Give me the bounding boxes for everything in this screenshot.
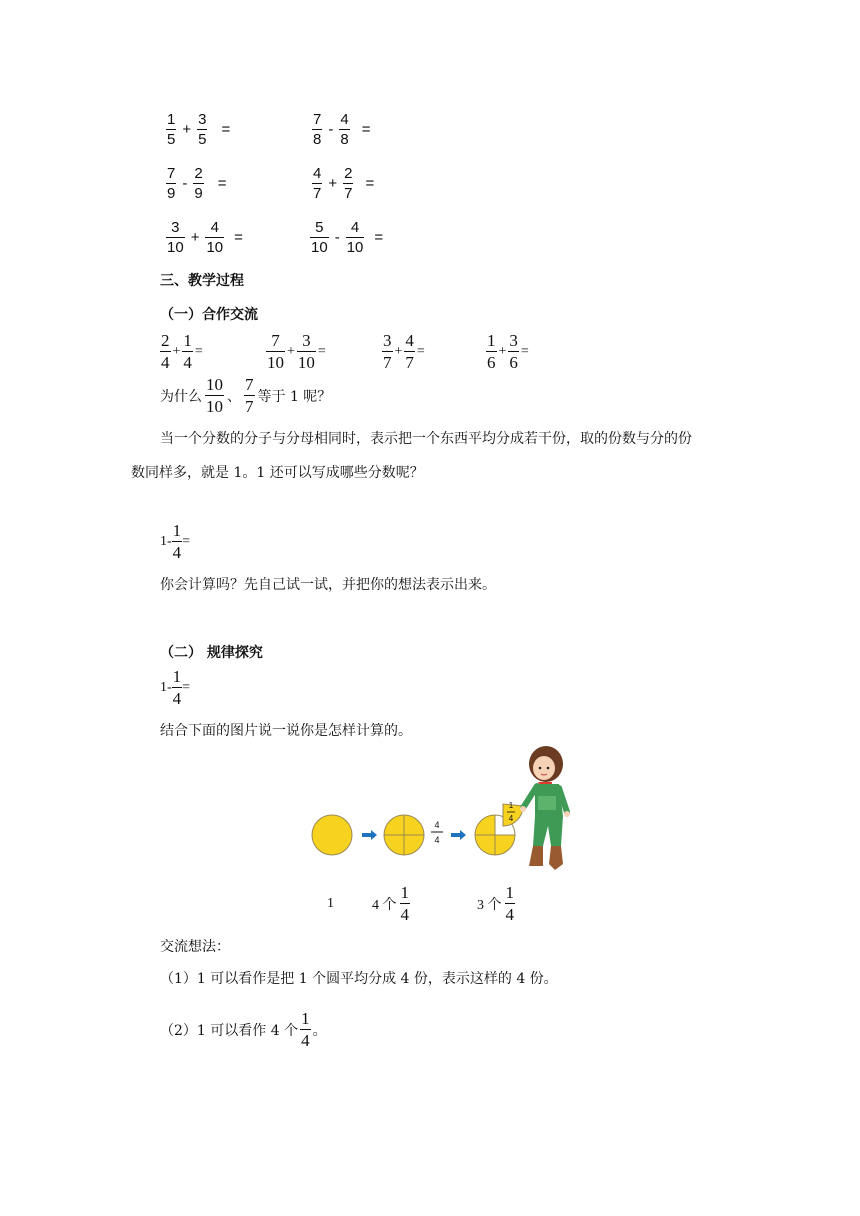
fraction: $\frac{7}{8}$ bbox=[313, 111, 322, 148]
fraction: $\frac{1}{4}$ bbox=[183, 331, 192, 372]
subtraction-expression-1: 1- $\frac{1}{4}$ = bbox=[160, 521, 191, 562]
part1-problem-2 bbox=[266, 332, 328, 371]
explanation-line-1: 当一个分数的分子与分母相同时，表示把一个东西平均分成若干份，取的份数与分的份 bbox=[160, 431, 692, 447]
equals-sign: = bbox=[361, 121, 371, 138]
why-question: 为什么 $\frac{10}{10}$ 、 $\frac{7}{7}$ 等于 1 呢？ bbox=[160, 375, 332, 416]
fraction: $\frac{2}{7}$ bbox=[344, 165, 353, 202]
fraction: $\frac{1}{6}$ bbox=[487, 331, 496, 372]
operator: - bbox=[328, 121, 334, 138]
operator: + bbox=[190, 229, 200, 246]
explanation-line-2: 数同样多，就是 1。1 还可以写成哪些分数呢？ bbox=[131, 465, 424, 481]
part2-heading: （二） 规律探究 bbox=[160, 645, 263, 661]
fraction: $\frac{5}{10}$ bbox=[311, 219, 328, 256]
removed-quarter-piece bbox=[503, 801, 523, 826]
equals-sign: = bbox=[365, 175, 375, 192]
equals-sign: = bbox=[217, 175, 227, 192]
idea-2: （2）1 可以看作 4 个 $\frac{1}{4}$ 。 bbox=[160, 1009, 327, 1050]
part1-problem-4 bbox=[486, 332, 531, 371]
arrow-right-icon bbox=[451, 830, 466, 840]
fraction: $\frac{4}{8}$ bbox=[340, 111, 349, 148]
fraction-circles-figure bbox=[305, 742, 595, 884]
mid-fraction-numerator: 4 bbox=[434, 820, 440, 830]
fraction: $\frac{2}{4}$ bbox=[161, 331, 170, 372]
subtraction-expression-2: 1- $\frac{1}{4}$ = bbox=[160, 667, 191, 708]
caption-three-quarters: 3 个 $\frac{1}{4}$ bbox=[477, 883, 514, 924]
arrow-right-icon bbox=[362, 830, 377, 840]
operator: + bbox=[287, 343, 295, 359]
girl-illustration bbox=[520, 746, 570, 870]
warmup-expression-4 bbox=[312, 166, 380, 201]
caption-four-quarters: 4 个 $\frac{1}{4}$ bbox=[372, 883, 409, 924]
operator: + bbox=[498, 343, 507, 359]
fraction: $\frac{2}{9}$ bbox=[194, 165, 203, 202]
warmup-expression-6 bbox=[310, 220, 389, 255]
warmup-expression-5 bbox=[166, 220, 249, 255]
part1-heading: （一）合作交流 bbox=[160, 307, 258, 323]
warmup-expression-1 bbox=[166, 112, 236, 147]
fraction: $\frac{1}{4}$ bbox=[505, 883, 514, 924]
fraction: $\frac{1}{4}$ bbox=[400, 883, 409, 924]
warmup-expression-3 bbox=[166, 166, 232, 201]
fraction: $\frac{4}{10}$ bbox=[346, 219, 364, 256]
fraction: $\frac{4}{7}$ bbox=[313, 165, 322, 202]
warmup-expression-2 bbox=[312, 112, 376, 147]
caption-whole: 1 bbox=[327, 896, 334, 911]
operator: + bbox=[394, 343, 403, 359]
operator: + bbox=[328, 175, 338, 192]
operator: - bbox=[334, 229, 340, 246]
fraction: $\frac{3}{7}$ bbox=[383, 331, 392, 372]
fraction: $\frac{3}{10}$ bbox=[297, 331, 315, 372]
equals-sign: = bbox=[520, 343, 529, 359]
quartered-circle bbox=[384, 815, 424, 855]
fraction: $\frac{4}{7}$ bbox=[405, 331, 414, 372]
fraction: $\frac{1}{5}$ bbox=[167, 111, 176, 148]
fraction: $\frac{7}{7}$ bbox=[245, 375, 254, 416]
fraction: $\frac{7}{10}$ bbox=[267, 331, 284, 372]
mid-fraction-denominator: 4 bbox=[434, 835, 440, 845]
share-heading: 交流想法： bbox=[160, 939, 230, 955]
fraction: $\frac{1}{4}$ bbox=[172, 667, 182, 708]
fraction: $\frac{1}{4}$ bbox=[172, 521, 182, 562]
fraction: $\frac{3}{10}$ bbox=[167, 219, 184, 256]
picture-prompt: 结合下面的图片说一说你是怎样计算的。 bbox=[160, 723, 412, 739]
section-heading: 三、教学过程 bbox=[160, 273, 244, 289]
equals-sign: = bbox=[374, 229, 384, 246]
operator: - bbox=[182, 175, 188, 192]
equals-sign: = bbox=[221, 121, 231, 138]
equals-sign: = bbox=[416, 343, 425, 359]
equals-sign: = bbox=[194, 343, 203, 359]
equals-sign: = bbox=[234, 229, 243, 246]
fraction: $\frac{10}{10}$ bbox=[206, 375, 223, 416]
fraction: $\frac{7}{9}$ bbox=[167, 165, 176, 202]
part1-problem-1 bbox=[160, 332, 205, 371]
try-prompt: 你会计算吗？先自己试一试，并把你的想法表示出来。 bbox=[160, 577, 496, 593]
operator: + bbox=[172, 343, 181, 359]
whole-circle bbox=[312, 815, 352, 855]
operator: + bbox=[182, 121, 192, 138]
fraction: $\frac{1}{4}$ bbox=[301, 1009, 310, 1050]
fraction: $\frac{3}{6}$ bbox=[509, 331, 518, 372]
fraction: $\frac{3}{5}$ bbox=[198, 111, 207, 148]
idea-1: （1）1 可以看作是把 1 个圆平均分成 4 份，表示这样的 4 份。 bbox=[160, 971, 558, 987]
part1-problem-3 bbox=[382, 332, 427, 371]
svg-text:4: 4 bbox=[508, 814, 514, 823]
fraction: $\frac{4}{10}$ bbox=[206, 219, 224, 256]
equals-sign: = bbox=[317, 343, 326, 359]
svg-text:1: 1 bbox=[508, 801, 514, 810]
